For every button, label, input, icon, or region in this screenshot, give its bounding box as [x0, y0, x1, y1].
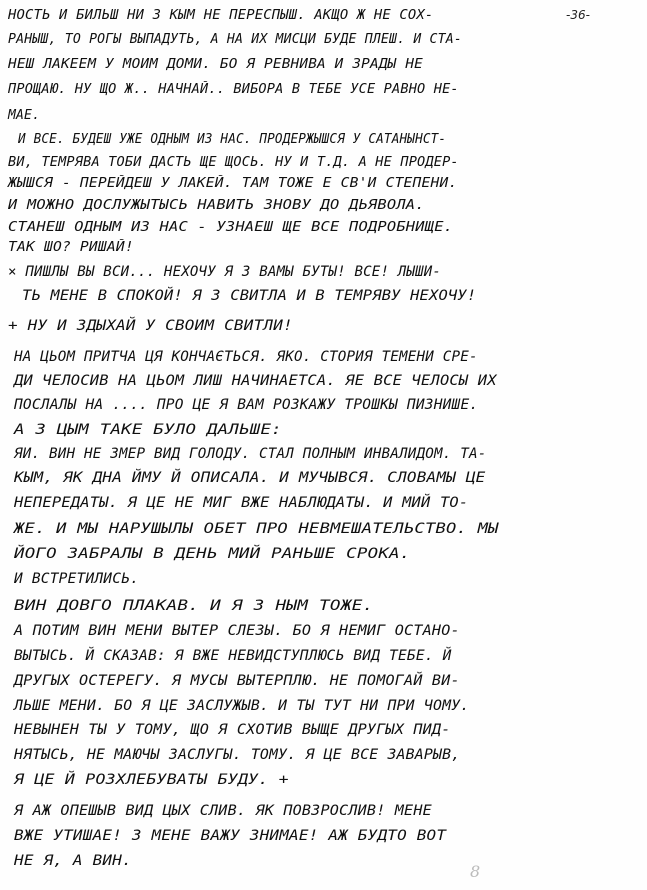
text-line-30: НЕВЫНЕН ТЫ У ТОМУ, ЩО Я СХОТИВ ВЫЩЕ ДРУГЫХ ПИД- [14, 722, 451, 738]
text-line-11: ТАК ШО? РИШАЙ! [8, 240, 134, 255]
text-line-8: ЖЫШСЯ - ПЕРЕЙДЕШ У ЛАКЕЙ. ТАМ ТОЖЕ Е СВ'И СТЕПЕНИ. [8, 176, 458, 191]
text-line-35: НЕ Я, А ВИН. [14, 853, 132, 869]
text-line-25: ВИН ДОВГО ПЛАКАВ. И Я З НЫМ ТОЖЕ. [14, 598, 374, 614]
text-line-13: ТЬ МЕНЕ В СПОКОЙ! Я З СВИТЛА И В ТЕМРЯВУ НЕХОЧУ! [22, 288, 477, 304]
text-line-4: ПРОЩАЮ. НУ ЩО Ж.. НАЧНАЙ.. ВИБОРА В ТЕБЕ УСЕ РАВНО НЕ- [8, 82, 459, 97]
text-line-22: ЖЕ. И МЫ НАРУШЫЛЫ ОБЕТ ПРО НЕВМЕШАТЕЛЬСТВО. МЫ [14, 521, 499, 537]
page-number: -36- [566, 8, 590, 22]
text-line-24: И ВСТРЕТИЛИСЬ. [14, 571, 140, 587]
text-line-32: Я ЦЕ Й РОЗХЛЕБУВАТЫ БУДУ. + [14, 772, 289, 788]
text-line-31: НЯТЫСЬ, НЕ МАЮЧЫ ЗАСЛУГЫ. ТОМУ. Я ЦЕ ВСЕ ЗАВАРЫВ, [14, 747, 461, 763]
text-line-18: А З ЦЫМ ТАКЕ БУЛО ДАЛЬШЕ: [14, 422, 282, 438]
text-line-27: ВЫТЫСЬ. Й СКАЗАВ: Я ВЖЕ НЕВИДСТУПЛЮСЬ ВИД ТЕБЕ. Й [14, 648, 452, 664]
text-line-17: ПОСЛАЛЫ НА .... ПРО ЦЕ Я ВАМ РОЗКАЖУ ТРОШКЫ ПИЗНИШЕ. [14, 397, 479, 413]
text-line-23: ЙОГО ЗАБРАЛЫ В ДЕНЬ МИЙ РАНЬШЕ СРОКА. [14, 546, 411, 562]
text-line-28: ДРУГЫХ ОСТЕРЕГУ. Я МУСЫ ВЫТЕРПЛЮ. НЕ ПОМОГАЙ ВИ- [14, 673, 460, 689]
text-line-29: ЛЬШЕ МЕНИ. БО Я ЦЕ ЗАСЛУЖЫВ. И ТЫ ТУТ НИ ПРИ ЧОМУ. [14, 698, 470, 714]
text-line-5: МАЕ. [8, 108, 41, 123]
text-line-14: + НУ И ЗДЫХАЙ У СВОИМ СВИТЛИ! [8, 318, 293, 334]
text-line-26: А ПОТИМ ВИН МЕНИ ВЫТЕР СЛЕЗЫ. БО Я НЕМИГ ОСТАНО- [14, 623, 460, 639]
text-line-21: НЕПЕРЕДАТЫ. Я ЦЕ НЕ МИГ ВЖЕ НАБЛЮДАТЫ. И МИЙ ТО- [14, 495, 469, 511]
text-line-1: НОСТЬ И БИЛЬШ НИ З КЫМ НЕ ПЕРЕСПЫШ. АКЩО Ж НЕ СОХ- [8, 8, 434, 23]
text-line-10: СТАНЕШ ОДНЫМ ИЗ НАС - УЗНАЕШ ЩЕ ВСЕ ПОДРОБНИЩЕ. [8, 220, 454, 235]
text-line-7: ВИ, ТЕМРЯВА ТОБИ ДАСТЬ ЩЕ ЩОСЬ. НУ И Т.Д. А НЕ ПРОДЕР- [8, 155, 459, 170]
text-line-6: И ВСЕ. БУДЕШ УЖЕ ОДНЫМ ИЗ НАС. ПРОДЕРЖЫШСЯ У САТАНЫНСТ- [18, 132, 447, 147]
text-line-20: КЫМ, ЯК ДНА ЙМУ Й ОПИСАЛА. И МУЧЫВСЯ. СЛОВАМЫ ЦЕ [14, 470, 486, 486]
text-line-16: ДИ ЧЕЛОСИВ НА ЦЬОМ ЛИШ НАЧИНАЕТСА. ЯЕ ВСЕ ЧЕЛОСЫ ИХ [14, 373, 497, 389]
footer-mark: 8 [470, 862, 481, 881]
text-line-33: Я АЖ ОПЕШЫВ ВИД ЦЫХ СЛИВ. ЯК ПОВЗРОСЛИВ! МЕНЕ [14, 803, 432, 819]
text-line-2: РАНЫШ, ТО РОГЫ ВЫПАДУТЬ, А НА ИХ МИСЦИ БУДЕ ПЛЕШ. И СТА- [8, 32, 462, 47]
text-line-19: ЯИ. ВИН НЕ ЗМЕР ВИД ГОЛОДУ. СТАЛ ПОЛНЫМ ИНВАЛИДОМ. ТА- [14, 446, 487, 462]
text-line-9: И МОЖНО ДОСЛУЖЫТЫСЬ НАВИТЬ ЗНОВУ ДО ДЬЯВОЛА. [8, 198, 425, 213]
text-line-15: НА ЦЬОМ ПРИТЧА ЦЯ КОНЧАЄТЬСЯ. ЯКО. СТОРИЯ ТЕМЕНИ СРЕ- [14, 349, 478, 365]
text-line-3: НЕШ ЛАКЕЕМ У МОИМ ДОМИ. БО Я РЕВНИВА И ЗРАДЫ НЕ [8, 57, 423, 72]
text-line-12: × ПИШЛЫ ВЫ ВСИ... НЕХОЧУ Я З ВАМЫ БУТЫ! ВСЕ! ЛЫШИ- [8, 264, 442, 280]
text-line-34: ВЖЕ УТИШАЕ! З МЕНЕ ВАЖУ ЗНИМАЕ! АЖ БУДТО ВОТ [14, 828, 447, 844]
